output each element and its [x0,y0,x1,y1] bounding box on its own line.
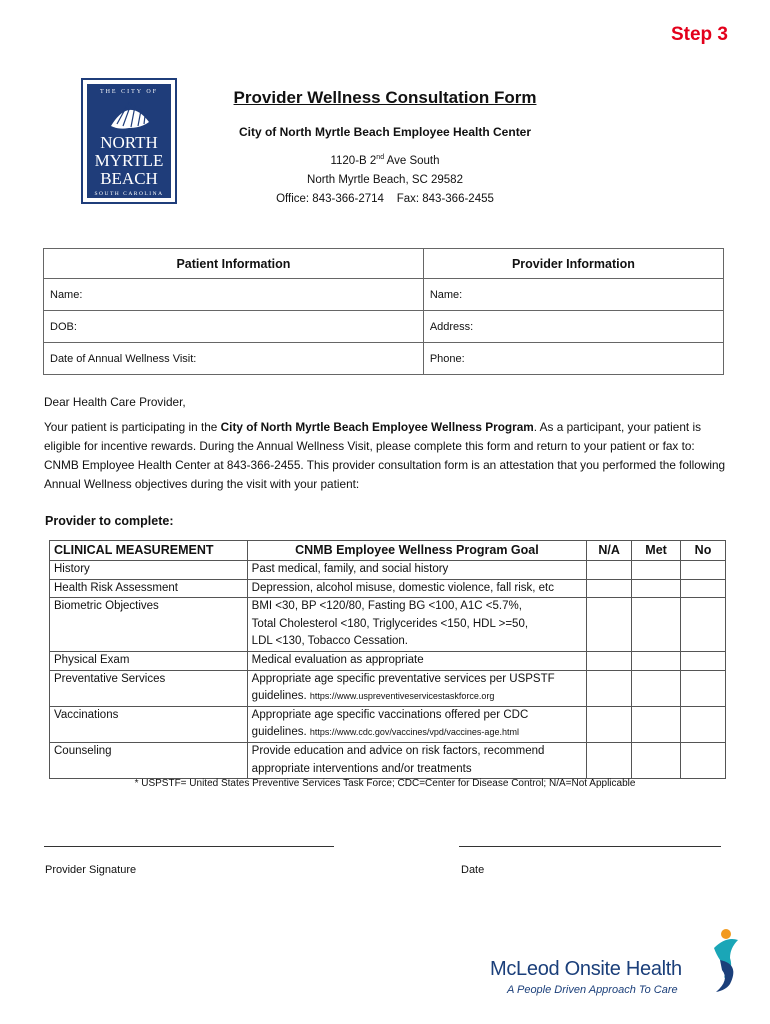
goal-line [252,761,582,779]
provider-complete-label: Provider to complete: [45,514,174,528]
na-checkbox-cell[interactable] [587,670,632,706]
address-line: 1120-B 2nd Ave South [330,154,440,167]
goal-cell [247,561,586,580]
goal-line [252,616,582,634]
patient-info-header: Patient Information [44,249,424,279]
step-label: Step 3 [670,24,728,45]
provider-signature-label: Provider Signature [45,864,137,876]
date-label: Date [461,864,485,876]
met-checkbox-cell[interactable] [632,706,681,742]
goal-cell [247,742,586,778]
met-checkbox-cell[interactable] [632,579,681,598]
table-row [50,670,726,706]
measurement-cell: Health Risk Assessment [50,579,248,598]
city-line: North Myrtle Beach, SC 29582 [307,174,463,186]
no-checkbox-cell[interactable] [681,598,726,652]
measurement-cell: History [50,561,248,580]
goal-line [252,598,582,616]
goal-cell [247,651,586,670]
goal-line [252,561,582,579]
goal-text: guidelines. [251,690,307,703]
goal-text: appropriate interventions and/or treatments [251,762,472,775]
goal-text: Appropriate age specific preventative services per USPSTF [251,672,555,685]
logo-bottom-text: SOUTH CAROLINA [94,191,164,197]
table-row [50,561,726,580]
patient-dob-field[interactable]: DOB: [44,311,424,343]
no-checkbox-cell[interactable] [681,579,726,598]
col-met: Met [632,541,681,561]
na-checkbox-cell[interactable] [587,706,632,742]
form-title: Provider Wellness Consultation Form [233,88,537,107]
provider-address-field[interactable]: Address: [423,311,723,343]
info-table [43,248,724,375]
table-row [50,742,726,778]
no-checkbox-cell[interactable] [681,670,726,706]
col-measurement: CLINICAL MEASUREMENT [50,541,248,561]
goal-text: Provide education and advice on risk factors, recommend [251,744,545,757]
col-na: N/A [587,541,632,561]
met-checkbox-cell[interactable] [632,561,681,580]
mcleod-figure-icon [700,926,748,996]
provider-name-field[interactable]: Name: [423,279,723,311]
goal-line [252,652,582,670]
patient-name-field[interactable]: Name: [44,279,424,311]
mcleod-tagline: A People Driven Approach To Care [507,984,678,996]
guideline-link[interactable]: https://www.cdc.gov/vaccines/vpd/vaccines-age.html [309,727,519,738]
na-checkbox-cell[interactable] [587,579,632,598]
goal-cell [247,579,586,598]
provider-info-header: Provider Information [423,249,723,279]
goal-line [252,671,582,689]
goal-text: Past medical, family, and social history [251,563,449,575]
goal-line [252,707,582,725]
date-line[interactable] [459,846,721,847]
table-row [50,598,726,652]
met-checkbox-cell[interactable] [632,598,681,652]
provider-signature-line[interactable] [44,846,334,847]
col-no: No [681,541,726,561]
goal-line [252,743,582,761]
center-name: City of North Myrtle Beach Employee Health Center [238,125,532,139]
mcleod-name: McLeod Onsite Health [490,958,682,980]
logo-top-text: THE CITY OF [99,89,159,95]
letter-paragraph: Your patient is participating in the City of North Myrtle Beach Employee Wellness Program. As a participant, your patient is eligible for incentive rewards. During the Annual Wellness Visit, please complete this form and return to your patient or fax to: CNMB Employee Health Center at 843-366-2455. This provider consultation form is an attestation that you performed the following Annual Wellness objectives during the visit with your patient: [44,420,726,491]
table-row [50,706,726,742]
logo-line-1: NORTH [100,133,158,152]
goal-cell [247,598,586,652]
goal-text: BMI <30, BP <120/80, Fasting BG <100, A1C <5.7%, [251,600,522,613]
greeting: Dear Health Care Provider, [44,395,186,409]
goal-line [252,724,582,742]
provider-phone-field[interactable]: Phone: [423,343,723,375]
footnote: * USPSTF= United States Preventive Services Task Force; CDC=Center for Disease Control; N/A=Not Applicable [134,778,636,789]
table-row [50,579,726,598]
logo-line-3: BEACH [100,169,158,188]
measurement-cell: Vaccinations [50,706,248,742]
goal-text: Depression, alcohol misuse, domestic violence, fall risk, etc [251,581,554,594]
goal-text: Medical evaluation as appropriate [251,653,424,666]
wellness-visit-date-field[interactable]: Date of Annual Wellness Visit: [44,343,424,375]
goal-text: Appropriate age specific vaccinations offered per CDC [251,708,529,721]
na-checkbox-cell[interactable] [587,598,632,652]
measurement-cell: Counseling [50,742,248,778]
table-row [50,651,726,670]
no-checkbox-cell[interactable] [681,706,726,742]
na-checkbox-cell[interactable] [587,651,632,670]
goal-line [252,580,582,598]
guideline-link[interactable]: https://www.uspreventiveservicestaskforce.org [309,691,495,702]
na-checkbox-cell[interactable] [587,561,632,580]
no-checkbox-cell[interactable] [681,742,726,778]
measurement-cell: Biometric Objectives [50,598,248,652]
goal-text: guidelines. [251,726,307,739]
goal-text: Total Cholesterol <180, Triglycerides <150, HDL >=50, [251,617,529,630]
goal-line [252,688,582,706]
logo-line-2: MYRTLE [94,151,164,170]
measurement-cell: Physical Exam [50,651,248,670]
goal-cell [247,706,586,742]
met-checkbox-cell[interactable] [632,670,681,706]
met-checkbox-cell[interactable] [632,742,681,778]
goal-text: LDL <130, Tobacco Cessation. [251,635,408,648]
goal-line [252,633,582,651]
clinical-table [49,540,726,779]
phone-line: Office: 843-366-2714 Fax: 843-366-2455 [276,193,494,205]
goal-cell [247,670,586,706]
met-checkbox-cell[interactable] [632,651,681,670]
col-goal: CNMB Employee Wellness Program Goal [247,541,586,561]
measurement-cell: Preventative Services [50,670,248,706]
city-logo [81,78,177,204]
na-checkbox-cell[interactable] [587,742,632,778]
no-checkbox-cell[interactable] [681,561,726,580]
no-checkbox-cell[interactable] [681,651,726,670]
